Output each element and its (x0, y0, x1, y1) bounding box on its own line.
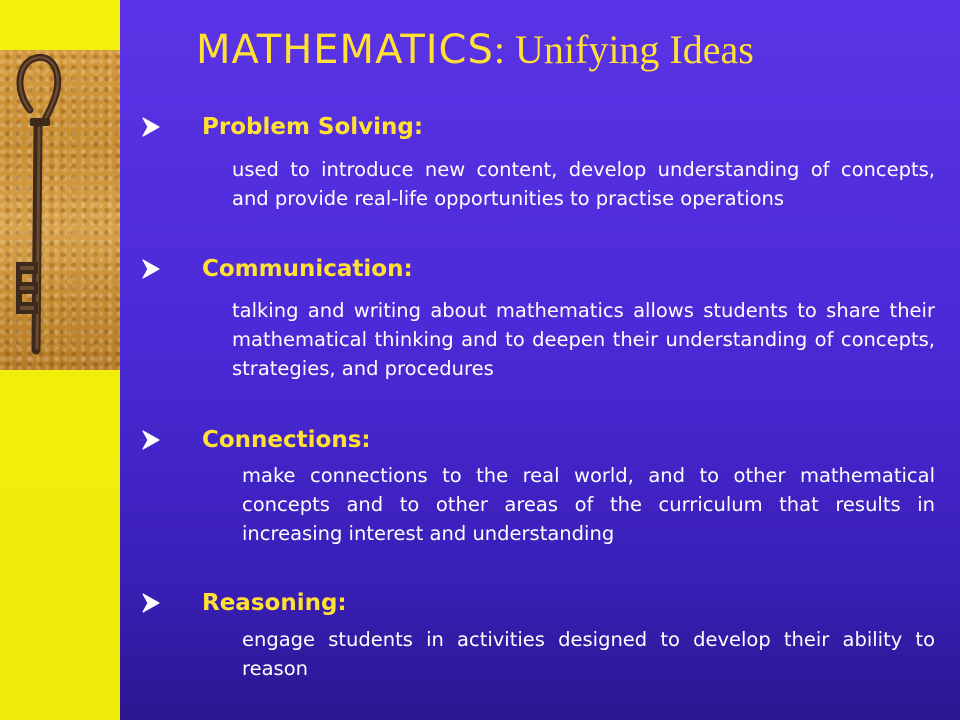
arrow-bullet-icon (140, 429, 162, 451)
arrow-bullet-icon (140, 592, 162, 614)
bullet-heading-row (140, 423, 940, 457)
bullet-text: make connections to the real world, and to other mathematical concepts and to other areas of the curriculum that results in increasing interest and understanding (242, 464, 935, 545)
slide-title (196, 24, 916, 76)
bullet-problem-solving (140, 110, 940, 210)
arrow-bullet-icon (140, 116, 162, 138)
bullet-heading-row (140, 110, 940, 144)
title-main: MATHEMATICS (196, 27, 494, 73)
bullet-heading: Communication: (202, 256, 413, 282)
title-separator: : (493, 27, 505, 72)
bullet-heading: Reasoning: (202, 590, 347, 616)
bullet-reasoning (140, 586, 940, 680)
arrow-bullet-icon (140, 258, 162, 280)
bullet-text: engage students in activities designed to develop their ability to reason (242, 628, 935, 680)
bullet-heading: Connections: (202, 427, 371, 453)
bullet-heading-row (140, 586, 940, 620)
bullet-heading: Problem Solving: (202, 114, 424, 140)
bullet-heading-row (140, 252, 940, 286)
title-subtitle: Unifying Ideas (505, 27, 754, 72)
bullet-communication (140, 252, 940, 380)
bullet-text: talking and writing about mathematics allows students to share their mathematical thinking and to deepen their understanding of concepts, strategies, and procedures (232, 299, 935, 380)
bullet-connections (140, 423, 940, 545)
old-key-icon (0, 50, 120, 370)
bullet-text: used to introduce new content, develop understanding of concepts, and provide real-life opportunities to practise operations (232, 158, 935, 210)
